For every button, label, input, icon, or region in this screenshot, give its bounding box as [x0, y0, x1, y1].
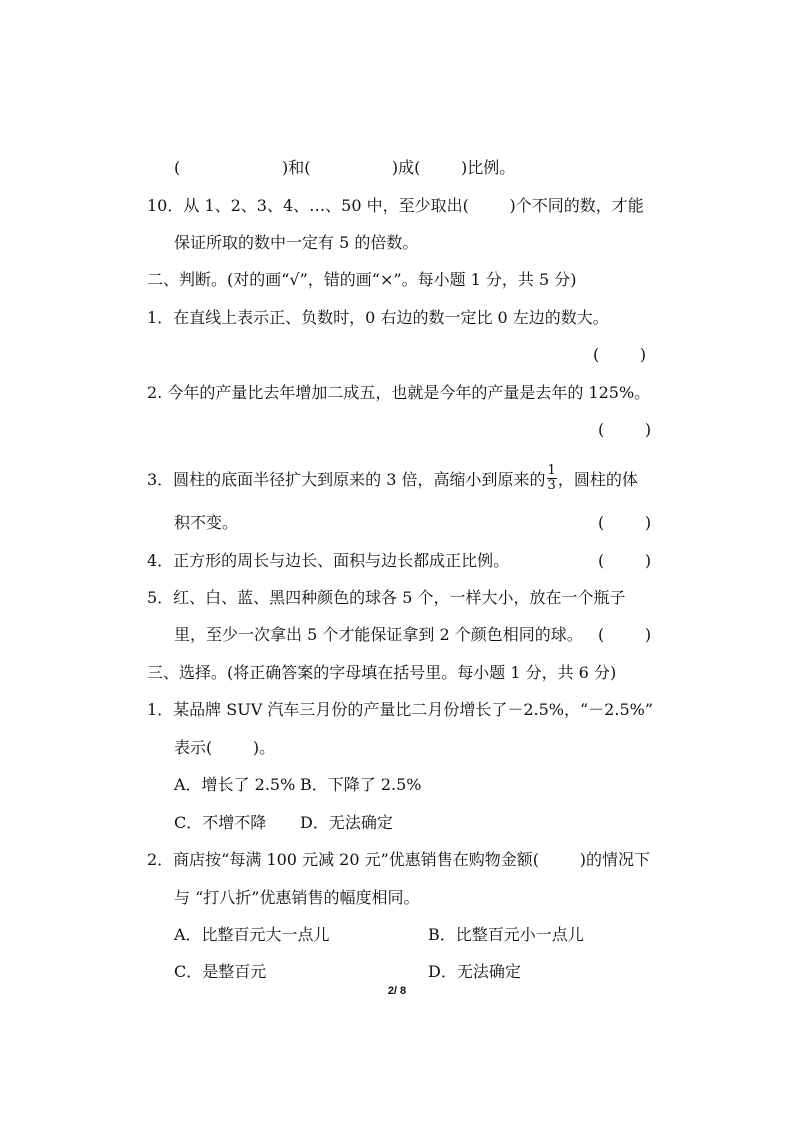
s3-q2-option-d[interactable]: D．无法确定 [428, 962, 521, 981]
q9-tail-line: ( )和( )成( )比例。 [174, 158, 516, 177]
s2-q4-text: 4．正方形的周长与边长、面积与边长都成正比例。 [147, 551, 510, 570]
s2-q1-answer-paren[interactable]: ( ) [593, 345, 647, 364]
fraction-one-third [547, 464, 557, 493]
s2-q5-line1: 5．红、白、蓝、黑四种颜色的球各 5 个，一样大小，放在一个瓶子 [147, 588, 626, 607]
s3-q1-option-b[interactable]: B．下降了 2.5% [300, 775, 422, 794]
s3-q2-option-b[interactable]: B．比整百元小一点儿 [428, 925, 584, 944]
s3-q1-option-c[interactable]: C．不增不降 [174, 813, 267, 832]
q10-line1: 10．从 1、2、3、4、…、50 中，至少取出( )个不同的数，才能 [147, 196, 644, 215]
fraction-numerator: 1 [547, 463, 556, 478]
s2-q3-text-pre: 3．圆柱的底面半径扩大到原来的 3 倍，高缩小到原来的 [147, 470, 546, 489]
s2-q5-answer-paren[interactable]: ( ) [598, 625, 652, 644]
s2-q5-line2: 里，至少一次拿出 5 个才能保证拿到 2 个颜色相同的球。 [174, 625, 583, 644]
s2-q3-answer-paren[interactable]: ( ) [598, 513, 652, 532]
s3-q1-line2: 表示( )。 [174, 738, 276, 757]
s2-q3-line1 [147, 463, 638, 495]
s3-q1-option-d[interactable]: D．无法确定 [300, 813, 393, 832]
q10-line2: 保证所取的数中一定有 5 的倍数。 [174, 233, 419, 252]
s2-q2-answer-paren[interactable]: ( ) [598, 420, 652, 439]
s3-q1-line1: 1．某品牌 SUV 汽车三月份的产量比二月份增长了－2.5%，“－2.5%” [147, 700, 654, 719]
s3-q2-line1: 2．商店按“每满 100 元减 20 元”优惠销售在购物金额( )的情况下 [147, 850, 650, 869]
section3-title: 三、选择。(将正确答案的字母填在括号里。每小题 1 分，共 6 分) [147, 663, 617, 682]
page-number: 2/ 8 [387, 985, 407, 997]
s2-q4-answer-paren[interactable]: ( ) [598, 551, 652, 570]
fraction-denominator: 3 [547, 478, 556, 493]
s2-q3-line2: 积不变。 [174, 513, 239, 532]
s2-q3-text-post: ，圆柱的体 [557, 470, 638, 489]
s2-q1-text: 1．在直线上表示正、负数时，0 右边的数一定比 0 左边的数大。 [147, 308, 609, 327]
s3-q2-option-a[interactable]: A．比整百元大一点儿 [174, 925, 330, 944]
s3-q2-line2: 与 “打八折”优惠销售的幅度相同。 [174, 888, 420, 907]
section2-title: 二、判断。(对的画“√”，错的画“×”。每小题 1 分，共 5 分) [147, 270, 577, 289]
s3-q2-option-c[interactable]: C．是整百元 [174, 962, 267, 981]
s3-q1-option-a[interactable]: A．增长了 2.5% [174, 775, 296, 794]
s2-q2-text: 2. 今年的产量比去年增加二成五，也就是今年的产量是去年的 125%。 [147, 383, 651, 402]
